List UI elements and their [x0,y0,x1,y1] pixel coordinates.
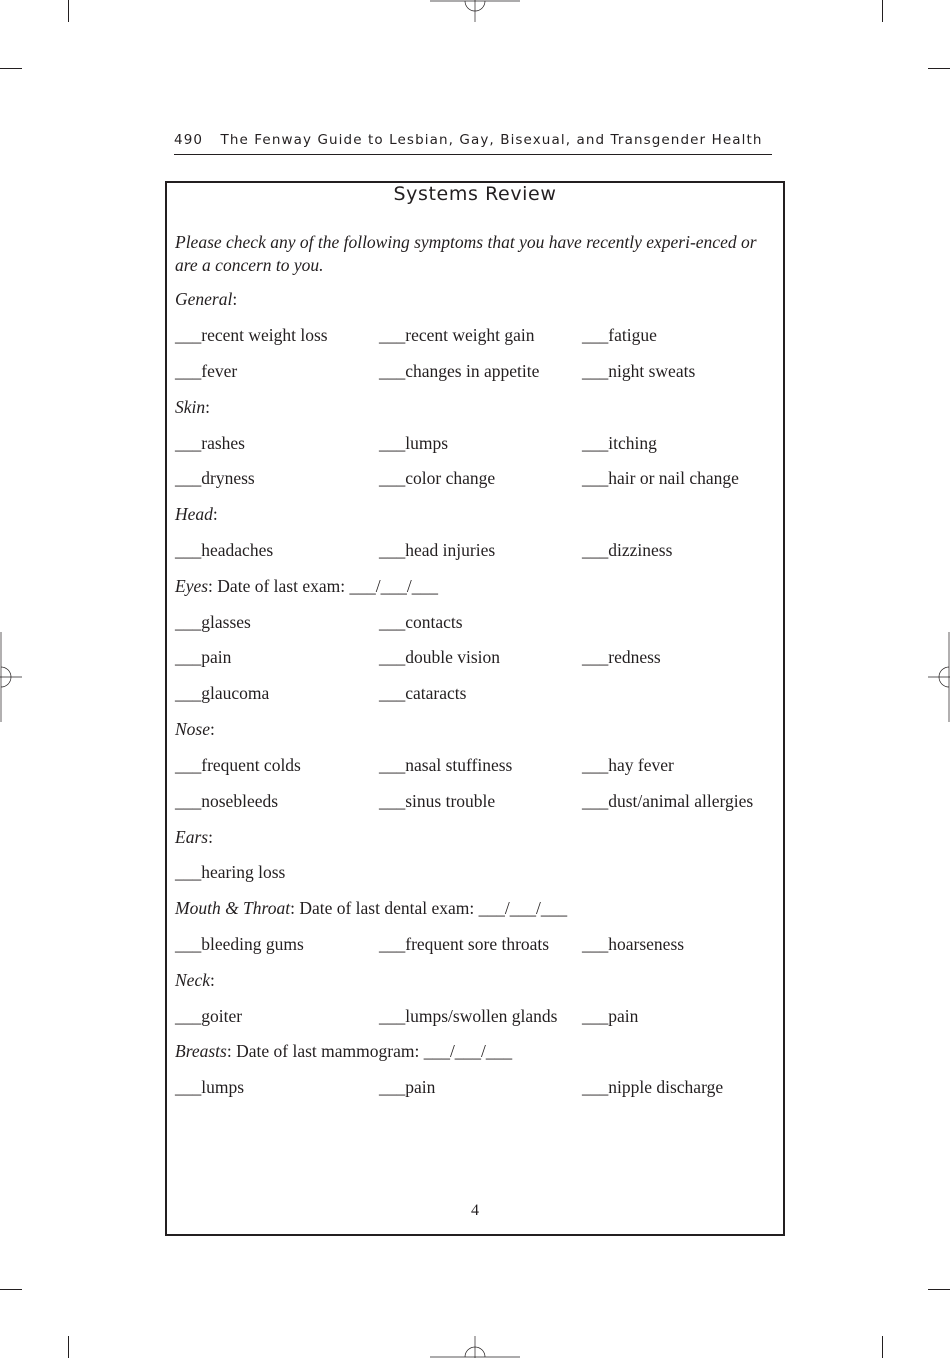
checkbox-contacts[interactable]: ___contacts [379,612,463,632]
running-header [174,132,772,148]
section-heading-nose: Nose: [175,719,215,739]
section-heading-mouth-throat: Mouth & Throat: Date of last dental exam: ___/___/___ [175,898,568,918]
checkbox-hair-or-nail-change[interactable]: ___hair or nail change [582,468,739,488]
checkbox-hoarseness[interactable]: ___hoarseness [582,934,685,954]
checkbox-recent-weight-loss[interactable]: ___recent weight loss [175,325,328,345]
checkbox-fatigue[interactable]: ___fatigue [582,325,657,345]
checkbox-recent-weight-gain[interactable]: ___recent weight gain [379,325,535,345]
checkbox-night-sweats[interactable]: ___night sweats [582,361,696,381]
form-title: Systems Review [393,183,557,205]
section-heading-general: General: [175,289,238,309]
dental-exam-date-field[interactable]: Date of last dental exam: ___/___/___ [299,898,568,918]
header-book-title: The Fenway Guide to Lesbian, Gay, Bisexual, and Transgender Health [220,132,763,148]
checkbox-eye-pain[interactable]: ___pain [175,647,232,667]
section-heading-eyes: Eyes: Date of last exam: ___/___/___ [175,576,438,596]
checkbox-bleeding-gums[interactable]: ___bleeding gums [175,934,304,954]
section-heading-neck: Neck: [175,970,215,990]
checkbox-nosebleeds[interactable]: ___nosebleeds [175,791,279,811]
checkbox-nipple-discharge[interactable]: ___nipple discharge [582,1077,724,1097]
checkbox-dryness[interactable]: ___dryness [175,468,255,488]
checkbox-goiter[interactable]: ___goiter [175,1006,243,1026]
section-heading-skin: Skin: [175,397,211,417]
section-heading-breasts: Breasts: Date of last mammogram: ___/___/___ [175,1041,513,1061]
registration-mark-icon [928,632,950,722]
form-page-number: 4 [471,1202,479,1219]
checkbox-itching[interactable]: ___itching [582,433,657,453]
checkbox-glaucoma[interactable]: ___glaucoma [175,683,270,703]
checkbox-head-injuries[interactable]: ___head injuries [379,540,496,560]
section-heading-head: Head: [175,504,218,524]
checkbox-rashes[interactable]: ___rashes [175,433,245,453]
checkbox-frequent-sore-throats[interactable]: ___frequent sore throats [379,934,550,954]
header-page-number: 490 [174,132,204,148]
checkbox-color-change[interactable]: ___color change [379,468,496,488]
checkbox-fever[interactable]: ___fever [175,361,238,381]
checkbox-dizziness[interactable]: ___dizziness [582,540,673,560]
checkbox-neck-pain[interactable]: ___pain [582,1006,639,1026]
checkbox-glasses[interactable]: ___glasses [175,612,251,632]
checkbox-headaches[interactable]: ___headaches [175,540,274,560]
eye-exam-date-field[interactable]: Date of last exam: ___/___/___ [217,576,438,596]
registration-mark-icon [0,632,22,722]
checkbox-lumps-swollen-glands[interactable]: ___lumps/swollen glands [379,1006,558,1026]
checkbox-hay-fever[interactable]: ___hay fever [582,755,674,775]
checkbox-double-vision[interactable]: ___double vision [379,647,501,667]
section-heading-ears: Ears: [175,827,213,847]
checkbox-hearing-loss[interactable]: ___hearing loss [175,862,286,882]
form-instructions: Please check any of the following symptoms that you have recently experi-enced or are a concern to you. [175,232,757,275]
header-rule [174,154,772,155]
checkbox-nasal-stuffiness[interactable]: ___nasal stuffiness [379,755,513,775]
checkbox-redness[interactable]: ___redness [582,647,661,667]
checkbox-frequent-colds[interactable]: ___frequent colds [175,755,301,775]
checkbox-sinus-trouble[interactable]: ___sinus trouble [379,791,496,811]
checkbox-skin-lumps[interactable]: ___lumps [379,433,449,453]
mammogram-date-field[interactable]: Date of last mammogram: ___/___/___ [236,1041,513,1061]
registration-mark-icon [430,0,520,22]
checkbox-breast-pain[interactable]: ___pain [379,1077,436,1097]
checkbox-breast-lumps[interactable]: ___lumps [175,1077,245,1097]
checkbox-changes-in-appetite[interactable]: ___changes in appetite [379,361,540,381]
checkbox-cataracts[interactable]: ___cataracts [379,683,467,703]
registration-mark-icon [430,1336,520,1358]
systems-review-form [165,181,785,1236]
checkbox-dust-animal-allergies[interactable]: ___dust/animal allergies [582,791,754,811]
